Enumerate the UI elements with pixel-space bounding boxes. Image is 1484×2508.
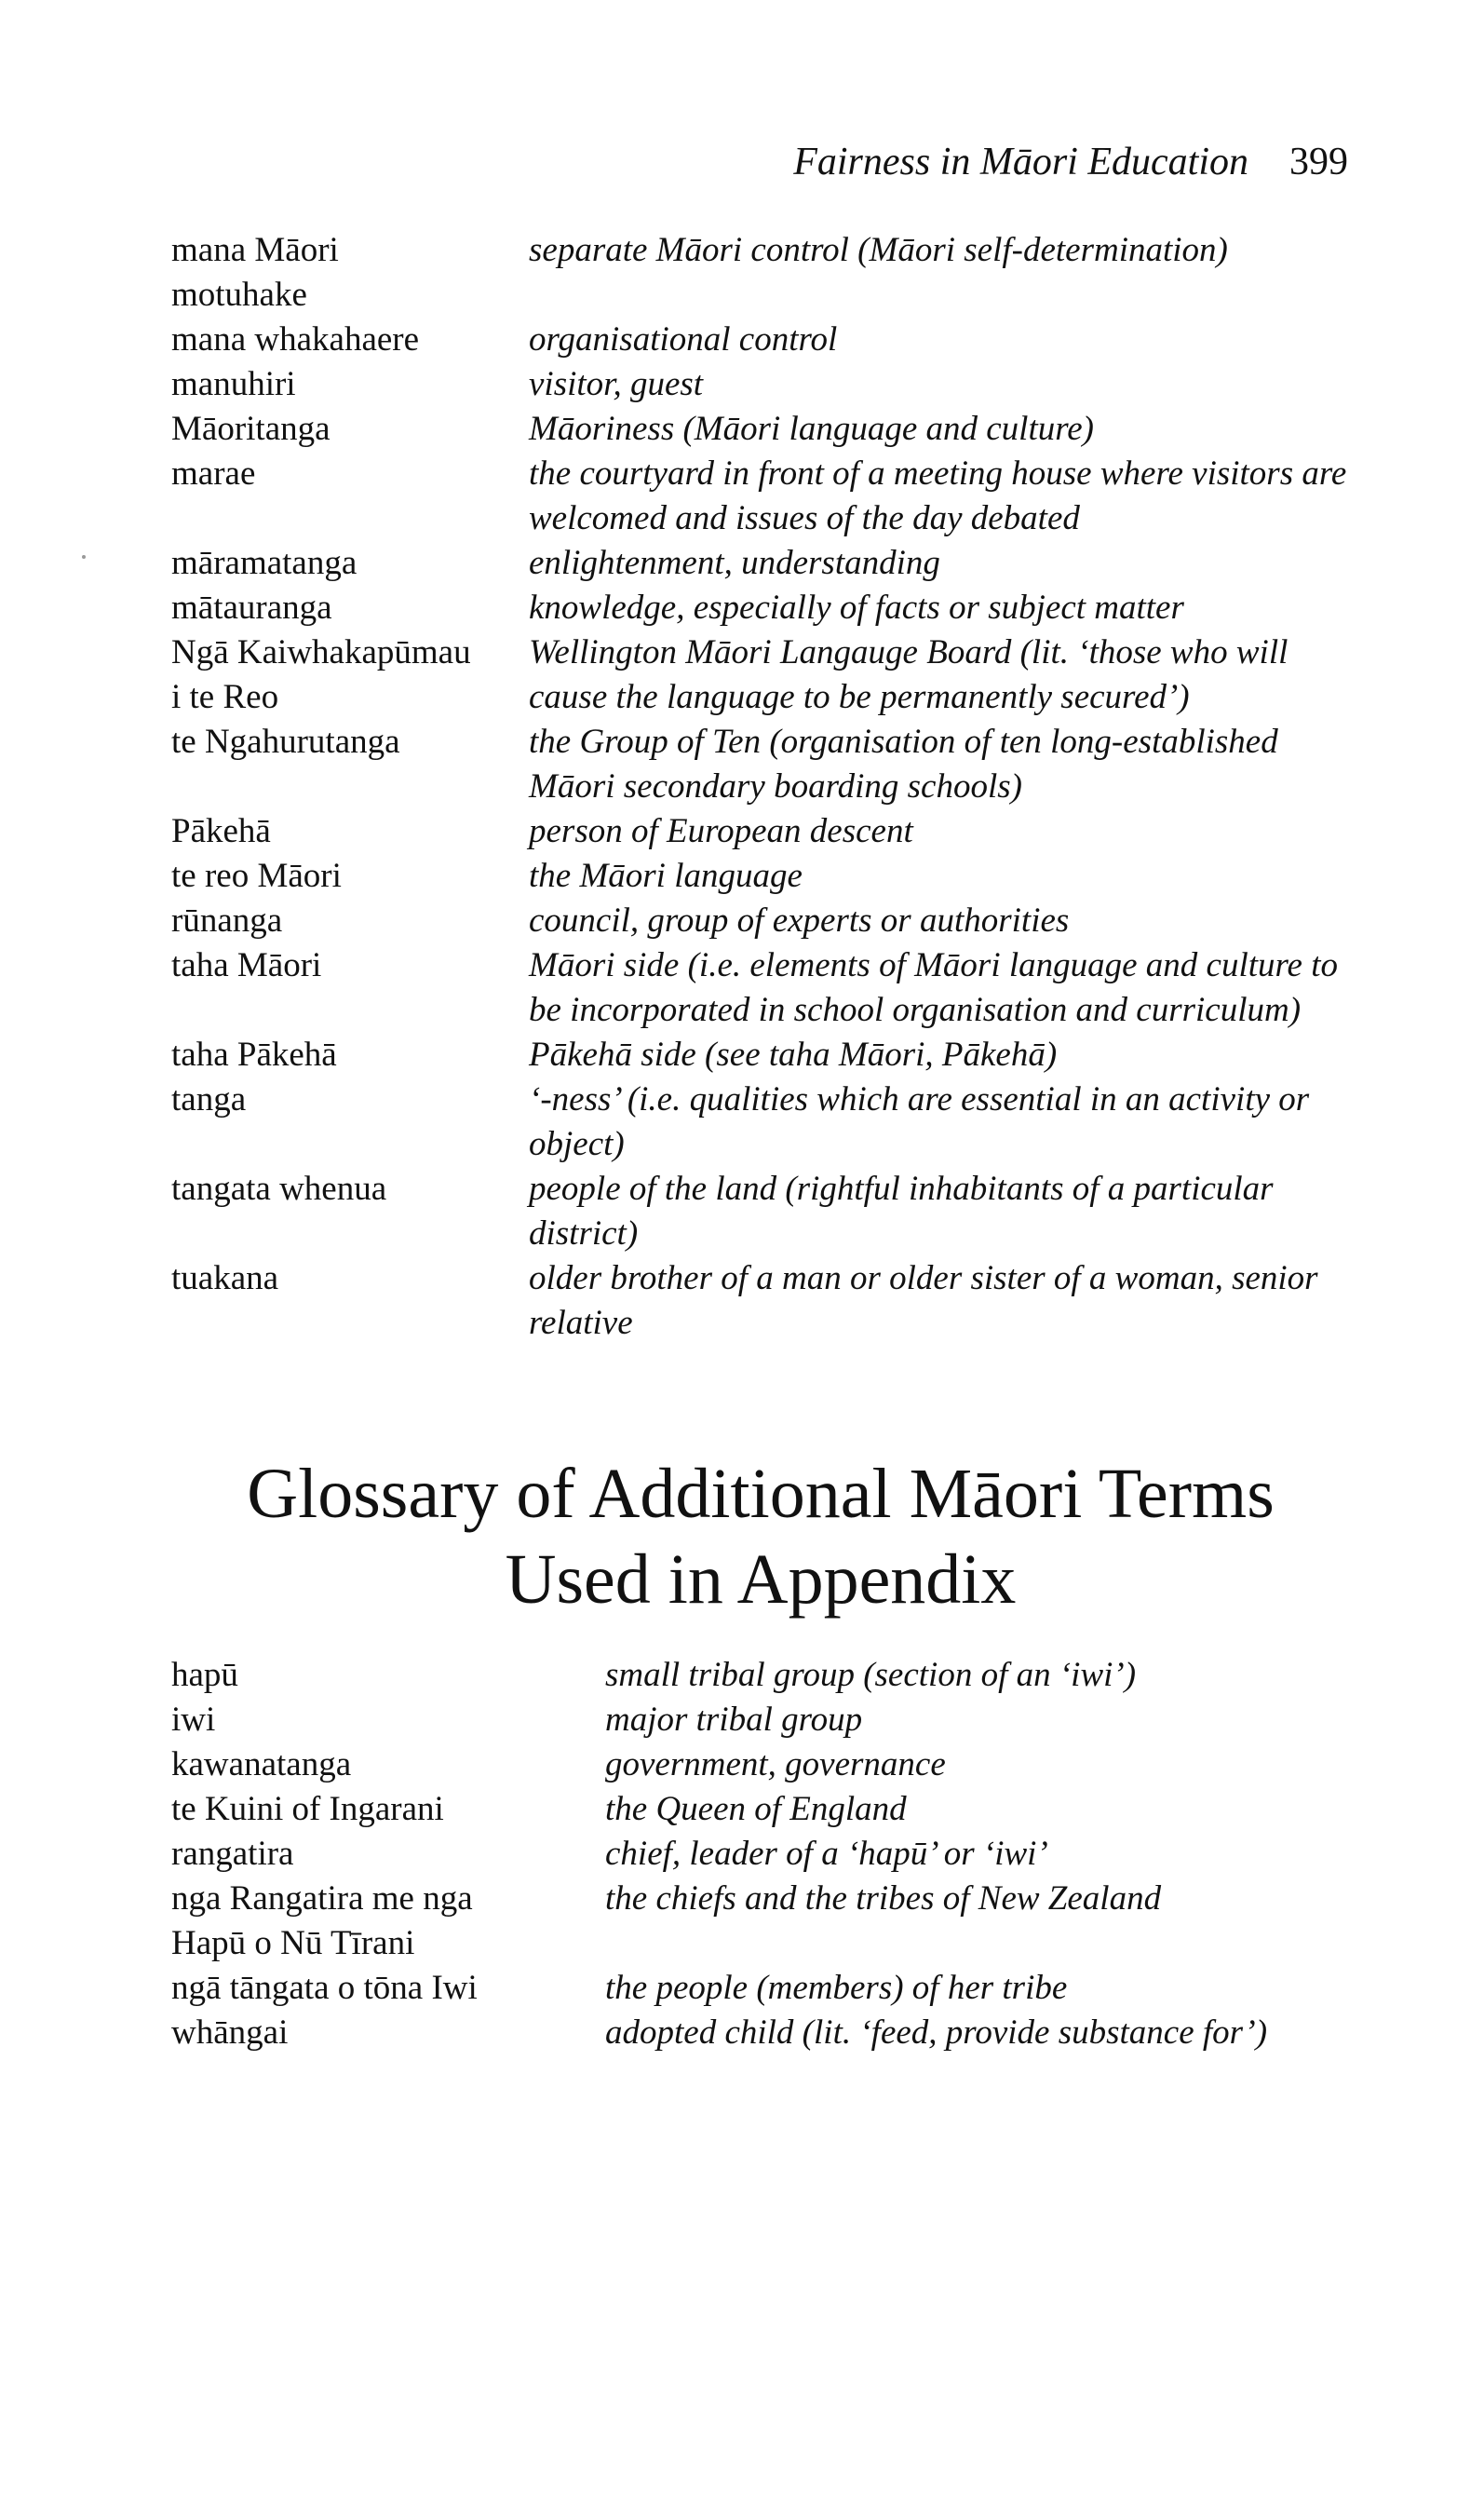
glossary-entry (171, 318, 1363, 362)
glossary-definition-line: welcomed and issues of the day debated (529, 499, 1080, 537)
glossary-term-line: mana Māori (171, 231, 339, 269)
glossary-definition (605, 1832, 1363, 1877)
glossary-term (171, 2011, 605, 2055)
glossary-definition (529, 1167, 1363, 1256)
glossary-definition-line: council, group of experts or authorities (529, 902, 1070, 940)
glossary-term (171, 1167, 529, 1212)
glossary-definition (529, 228, 1363, 273)
glossary-definition (529, 452, 1363, 541)
glossary-definition-line: chief, leader of a ‘hapū’ or ‘iwi’ (605, 1835, 1048, 1873)
glossary-definition-line: object) (529, 1125, 625, 1163)
glossary-term (171, 1033, 529, 1078)
glossary-definition-line: the chiefs and the tribes of New Zealand (605, 1879, 1162, 1918)
additional-glossary-list (171, 1653, 1363, 2055)
running-title: Fairness in Māori Education (793, 141, 1248, 183)
glossary-definition-line: small tribal group (section of an ‘iwi’) (605, 1656, 1137, 1694)
glossary-entry (171, 2011, 1363, 2055)
glossary-term-line: manuhiri (171, 365, 296, 403)
glossary-definition (605, 1742, 1363, 1787)
glossary-definition (529, 318, 1363, 362)
glossary-term-line: taha Pākehā (171, 1036, 337, 1074)
glossary-definition (605, 1877, 1363, 1921)
glossary-term-line: iwi (171, 1701, 216, 1739)
glossary-definition-line: relative (529, 1304, 633, 1342)
glossary-definition-line: knowledge, especially of facts or subject matter (529, 589, 1184, 627)
glossary-term (171, 1653, 605, 1698)
glossary-definition-line: Māori side (i.e. elements of Māori language and culture to (529, 946, 1339, 984)
glossary-term (171, 1256, 529, 1301)
glossary-definition-line: separate Māori control (Māori self-determination) (529, 231, 1228, 269)
glossary-term-line: hapū (171, 1656, 238, 1694)
glossary-term (171, 630, 529, 720)
glossary-term (171, 407, 529, 452)
glossary-entry (171, 1256, 1363, 1346)
glossary-term-line: taha Māori (171, 946, 322, 984)
glossary-entry (171, 1653, 1363, 1698)
glossary-definition-line: the Queen of England (605, 1790, 907, 1828)
glossary-definition (605, 1698, 1363, 1742)
glossary-entry (171, 1787, 1363, 1832)
glossary-definition (529, 362, 1363, 407)
glossary-term-line: Hapū o Nū Tīrani (171, 1924, 415, 1962)
glossary-term-line: te Ngahurutanga (171, 723, 400, 761)
glossary-term-line: rangatira (171, 1835, 294, 1873)
glossary-definition-line: the Māori language (529, 857, 803, 895)
glossary-term (171, 1832, 605, 1877)
glossary-definition-line: government, governance (605, 1745, 946, 1783)
glossary-term-line: Māoritanga (171, 410, 331, 448)
glossary-term-line: mana whakahaere (171, 320, 420, 359)
glossary-term (171, 899, 529, 943)
glossary-definition (529, 854, 1363, 899)
glossary-definition (529, 943, 1363, 1033)
section-heading-line-1: Glossary of Additional Māori Terms (247, 1455, 1275, 1533)
glossary-term (171, 1966, 605, 2011)
glossary-definition-line: Māoriness (Māori language and culture) (529, 410, 1094, 448)
glossary-definition-line: enlightenment, understanding (529, 544, 940, 582)
glossary-entry (171, 1167, 1363, 1256)
glossary-entry (171, 899, 1363, 943)
glossary-term-line: mātauranga (171, 589, 332, 627)
glossary-term-line: rūnanga (171, 902, 283, 940)
glossary-definition (529, 809, 1363, 854)
glossary-definition (529, 1256, 1363, 1346)
glossary-definition-line: major tribal group (605, 1701, 863, 1739)
glossary-entry (171, 541, 1363, 586)
glossary-definition-line: Māori secondary boarding schools) (529, 767, 1022, 806)
glossary-definition (529, 1078, 1363, 1167)
glossary-term-line: tuakana (171, 1259, 279, 1297)
glossary-definition-line: person of European descent (529, 812, 913, 850)
glossary-term-line: te reo Māori (171, 857, 342, 895)
glossary-definition (605, 2011, 1363, 2055)
glossary-term-line: tanga (171, 1080, 247, 1118)
glossary-entry (171, 1698, 1363, 1742)
glossary-term-line: motuhake (171, 276, 307, 314)
glossary-definition (529, 899, 1363, 943)
glossary-term (171, 943, 529, 988)
glossary-term (171, 1787, 605, 1832)
glossary-definition-line: adopted child (lit. ‘feed, provide substance for’) (605, 2013, 1268, 2052)
glossary-entry (171, 1832, 1363, 1877)
glossary-definition-line: people of the land (rightful inhabitants of a particular (529, 1170, 1274, 1208)
glossary-term-line: Pākehā (171, 812, 271, 850)
glossary-term-line: i te Reo (171, 678, 279, 716)
glossary-term-line: kawanatanga (171, 1745, 352, 1783)
glossary-term-line: whāngai (171, 2013, 289, 2052)
glossary-term-line: te Kuini of Ingarani (171, 1790, 444, 1828)
glossary-entry (171, 1033, 1363, 1078)
page-number: 399 (1289, 141, 1348, 183)
glossary-entry (171, 809, 1363, 854)
glossary-entry (171, 586, 1363, 630)
glossary-definition-line: visitor, guest (529, 365, 704, 403)
glossary-term (171, 809, 529, 854)
glossary-definition-line: cause the language to be permanently secured’) (529, 678, 1190, 716)
glossary-term-line: Ngā Kaiwhakapūmau (171, 633, 471, 671)
running-header (793, 140, 1348, 184)
glossary-definition (529, 630, 1363, 720)
glossary-entry (171, 228, 1363, 318)
glossary-definition-line: district) (529, 1214, 639, 1253)
glossary-definition-line: ‘-ness’ (i.e. qualities which are essential in an activity or (529, 1080, 1310, 1118)
glossary-term (171, 720, 529, 765)
glossary-list (171, 228, 1363, 1346)
glossary-term (171, 318, 529, 362)
glossary-term-line: marae (171, 454, 256, 493)
glossary-term (171, 541, 529, 586)
glossary-term-line: tangata whenua (171, 1170, 387, 1208)
glossary-definition (529, 586, 1363, 630)
glossary-entry (171, 720, 1363, 809)
glossary-term (171, 1742, 605, 1787)
section-heading-line-2: Used in Appendix (505, 1540, 1017, 1619)
section-heading (0, 1451, 1484, 1622)
glossary-definition-line: organisational control (529, 320, 838, 359)
glossary-entry (171, 1742, 1363, 1787)
glossary-entry (171, 362, 1363, 407)
glossary-term (171, 1877, 605, 1966)
glossary-entry (171, 452, 1363, 541)
glossary-term (171, 228, 529, 318)
glossary-definition-line: the courtyard in front of a meeting house where visitors are (529, 454, 1347, 493)
glossary-definition (529, 720, 1363, 809)
glossary-term (171, 362, 529, 407)
glossary-definition-line: the Group of Ten (organisation of ten long-established (529, 723, 1278, 761)
glossary-entry (171, 1877, 1363, 1966)
glossary-definition-line: be incorporated in school organisation and curriculum) (529, 991, 1302, 1029)
glossary-entry (171, 1966, 1363, 2011)
glossary-definition (605, 1787, 1363, 1832)
glossary-term (171, 1078, 529, 1122)
glossary-definition (529, 541, 1363, 586)
glossary-entry (171, 407, 1363, 452)
glossary-entry (171, 943, 1363, 1033)
glossary-term-line: māramatanga (171, 544, 358, 582)
glossary-term (171, 854, 529, 899)
glossary-definition (605, 1966, 1363, 2011)
glossary-term (171, 1698, 605, 1742)
margin-mark (82, 555, 86, 559)
glossary-entry (171, 1078, 1363, 1167)
glossary-definition-line: the people (members) of her tribe (605, 1969, 1068, 2007)
glossary-definition-line: older brother of a man or older sister of a woman, senior (529, 1259, 1318, 1297)
glossary-definition (605, 1653, 1363, 1698)
glossary-definition (529, 1033, 1363, 1078)
glossary-entry (171, 854, 1363, 899)
glossary-definition-line: Wellington Māori Langauge Board (lit. ‘those who will (529, 633, 1288, 671)
glossary-term (171, 586, 529, 630)
glossary-term (171, 452, 529, 496)
glossary-definition-line: Pākehā side (see taha Māori, Pākehā) (529, 1036, 1058, 1074)
glossary-entry (171, 630, 1363, 720)
glossary-definition (529, 407, 1363, 452)
glossary-term-line: ngā tāngata o tōna Iwi (171, 1969, 478, 2007)
glossary-term-line: nga Rangatira me nga (171, 1879, 473, 1918)
